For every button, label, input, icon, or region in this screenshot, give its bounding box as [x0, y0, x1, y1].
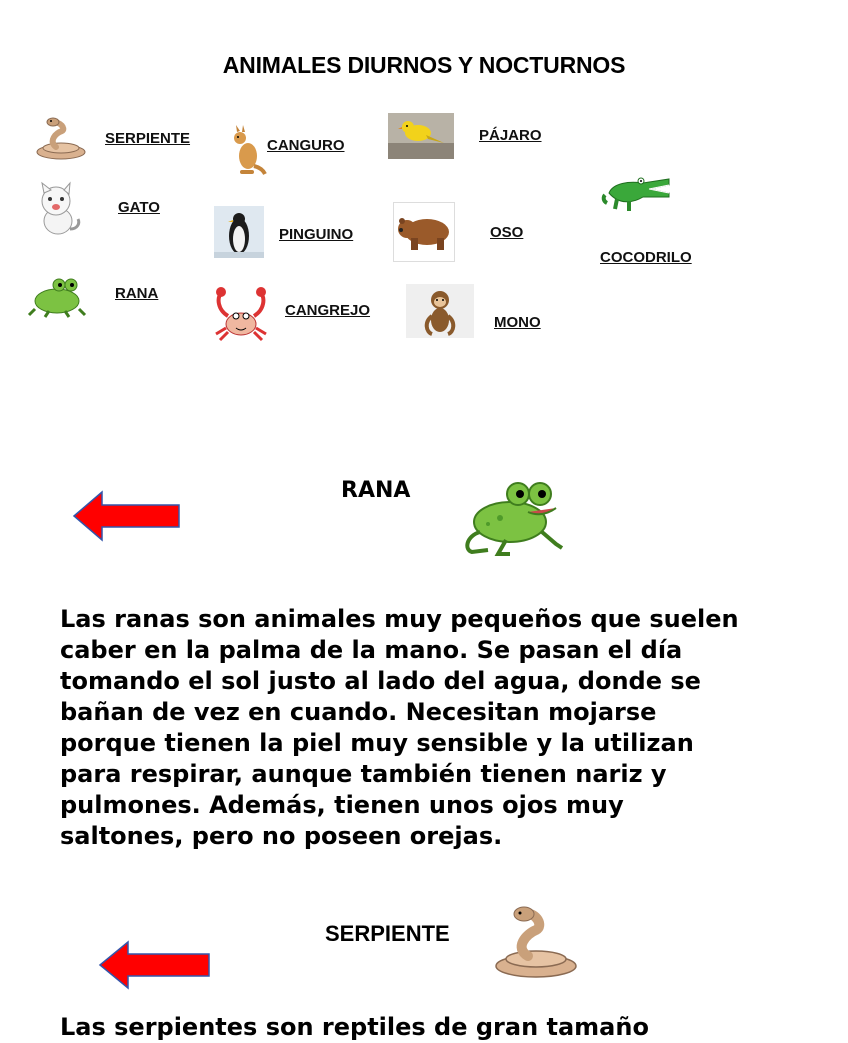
section-text-serpiente: Las serpientes son reptiles de gran tamaño	[60, 1013, 649, 1041]
animal-link-serpiente[interactable]: SERPIENTE	[105, 130, 191, 147]
penguin-icon[interactable]	[214, 206, 264, 258]
section-heading-serpiente: SERPIENTE	[325, 921, 450, 946]
monkey-icon[interactable]	[406, 284, 474, 338]
animal-link-oso[interactable]: OSO	[490, 224, 524, 241]
animal-link-cangrejo[interactable]: CANGREJO	[285, 302, 371, 319]
animal-link-pajaro[interactable]: PÁJARO	[479, 127, 542, 144]
frog-icon	[458, 474, 566, 560]
bird-icon[interactable]	[388, 113, 454, 159]
section-heading-rana: RANA	[341, 478, 411, 503]
kangaroo-icon[interactable]	[226, 124, 266, 176]
animal-link-canguro[interactable]: CANGURO	[267, 137, 345, 154]
snake-icon[interactable]	[34, 115, 88, 161]
crab-icon[interactable]	[212, 286, 270, 344]
animal-link-pinguino[interactable]: PINGUINO	[279, 226, 354, 243]
back-arrow-button[interactable]	[98, 940, 212, 990]
frog-icon[interactable]	[27, 275, 87, 319]
animal-link-rana[interactable]: RANA	[115, 285, 159, 302]
animal-link-cocodrilo[interactable]: COCODRILO	[600, 249, 692, 266]
page-title: ANIMALES DIURNOS Y NOCTURNOS	[222, 52, 626, 78]
crocodile-icon[interactable]	[603, 163, 673, 215]
animal-link-mono[interactable]: MONO	[494, 314, 541, 331]
back-arrow-button[interactable]	[72, 490, 182, 542]
cat-icon[interactable]	[34, 183, 82, 237]
bear-icon[interactable]	[393, 202, 455, 262]
snake-icon	[492, 904, 580, 980]
section-text-rana: Las ranas son animales muy pequeños que suelen caber en la palma de la mano. Se pasan el día tomando el sol justo al lado del agua, donde se bañan de vez en cuando. Necesitan mojarse porque tienen la piel muy sensible y la utilizan para respirar, aunque también tienen nariz y pulmones. Además, tienen unos ojos muy saltones, pero no poseen orejas.	[60, 605, 739, 850]
animal-link-gato[interactable]: GATO	[118, 199, 160, 216]
